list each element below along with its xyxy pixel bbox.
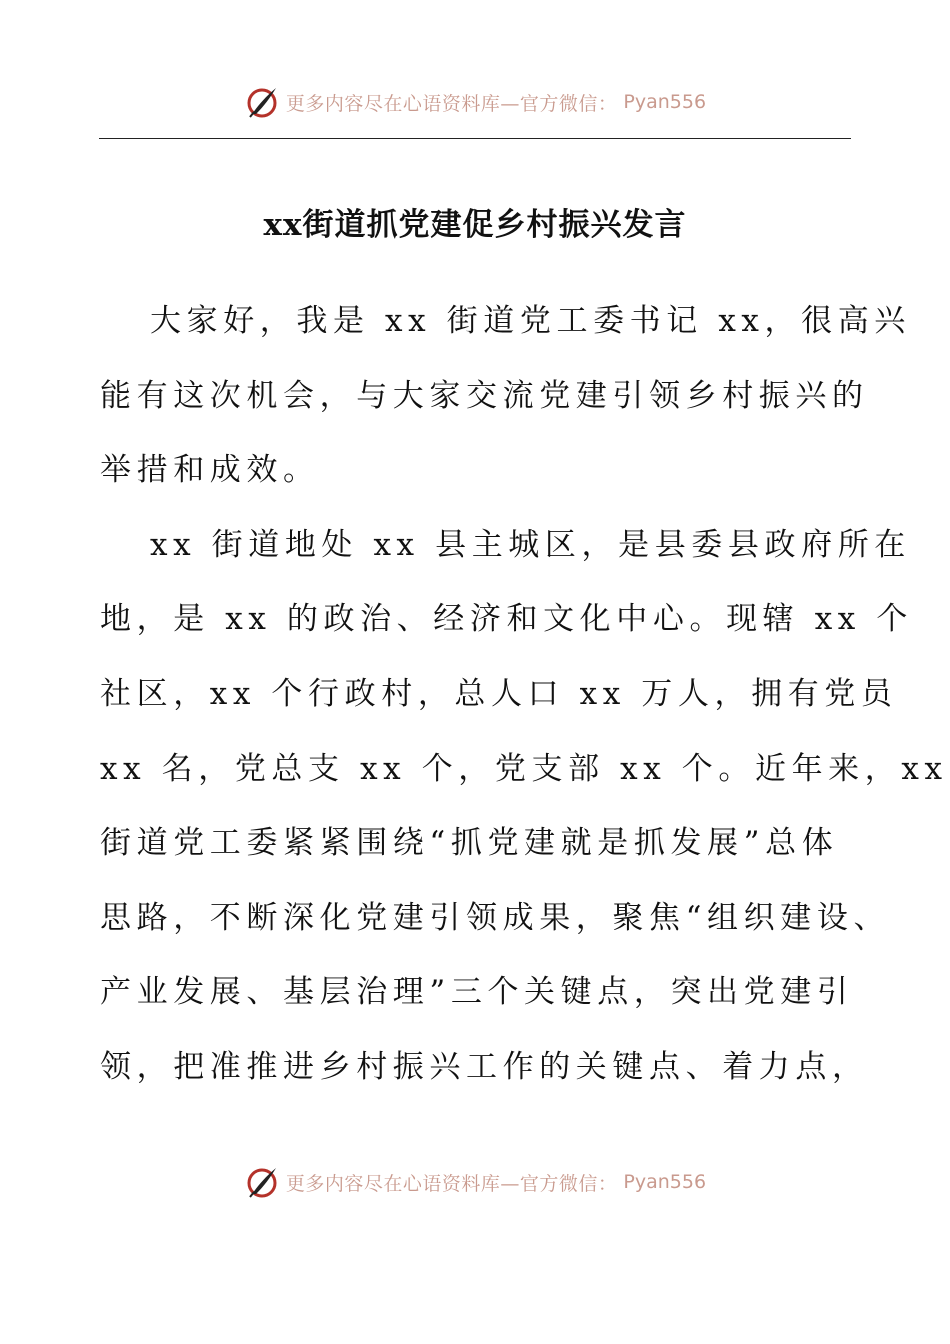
watermark-wechat-id: Pyan556 xyxy=(623,91,707,113)
document-title: xx街道抓党建促乡村振兴发言 xyxy=(263,207,687,243)
quill-logo-icon xyxy=(244,1164,280,1200)
header-watermark xyxy=(0,82,950,122)
watermark-wechat-id: Pyan556 xyxy=(623,1171,707,1193)
body-line: 社区，xx 个行政村，总人口 xx 万人，拥有党员 xyxy=(100,675,898,712)
body-line: xx 名，党总支 xx 个，党支部 xx 个。近年来，xx xyxy=(100,750,948,787)
body-line: 地，是 xx 的政治、经济和文化中心。现辖 xx 个 xyxy=(100,601,913,638)
body-line: 街道党工委紧紧围绕“抓党建就是抓发展”总体 xyxy=(100,825,839,862)
footer-watermark xyxy=(0,1162,950,1202)
watermark-text: 更多内容尽在心语资料库—官方微信： xyxy=(285,92,618,115)
header-divider xyxy=(99,138,851,139)
body-line: 思路，不断深化党建引领成果，聚焦“组织建设、 xyxy=(100,899,891,936)
document-body xyxy=(100,290,948,1111)
body-line: 大家好，我是 xx 街道党工委书记 xx，很高兴 xyxy=(150,303,911,339)
watermark-text: 更多内容尽在心语资料库—官方微信： xyxy=(285,1172,618,1195)
body-line: 能有这次机会，与大家交流党建引领乡村振兴的 xyxy=(100,377,869,414)
body-line: 产业发展、基层治理”三个关键点，突出党建引 xyxy=(100,974,854,1011)
quill-logo-icon xyxy=(244,84,280,120)
body-line: 领，把准推进乡村振兴工作的关键点、着力点， xyxy=(100,1048,869,1085)
body-line: 举措和成效。 xyxy=(100,452,320,489)
body-line: xx 街道地处 xx 县主城区，是县委县政府所在 xyxy=(150,526,911,563)
